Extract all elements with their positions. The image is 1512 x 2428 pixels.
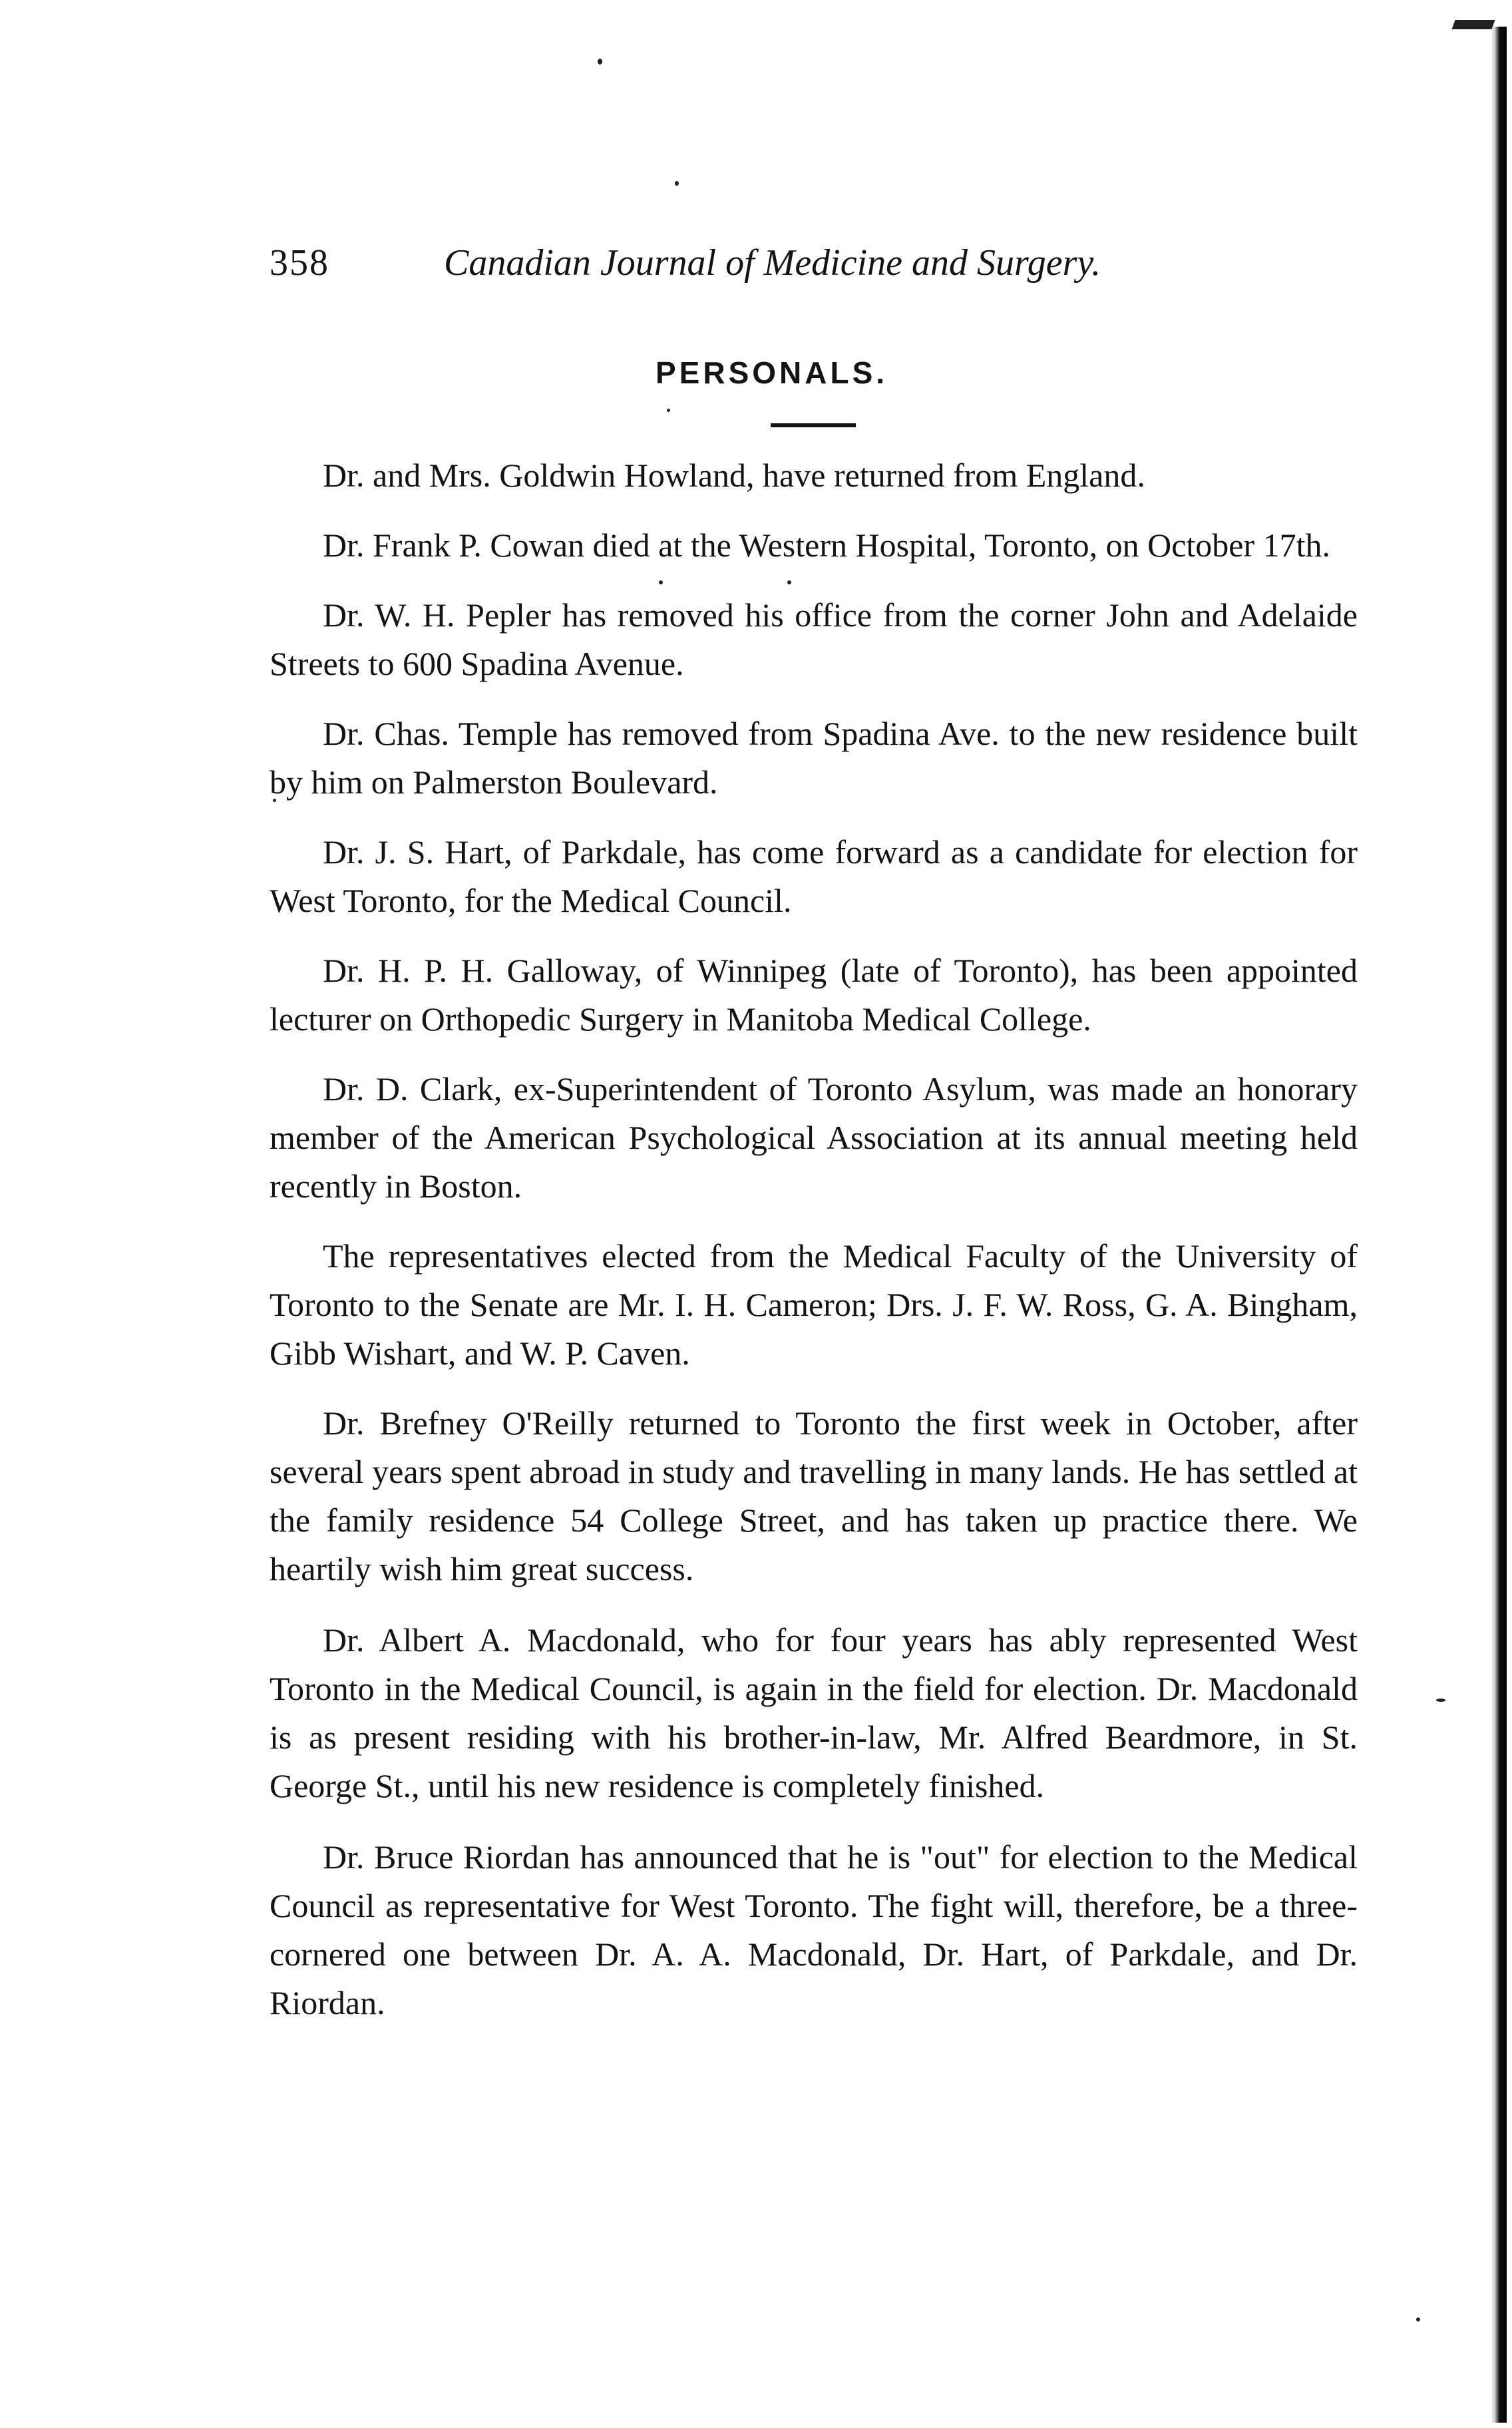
ink-speck (598, 59, 602, 65)
personal-item-riordan: Dr. Bruce Riordan has announced that he is "out" for election to the Medical Council as representative for West Toronto. The fight will, therefore, be a three-cornered one between Dr. A. A. Macdonald, Dr. Hart, of Parkdale, and Dr. Riordan. (270, 1838, 1358, 2021)
journal-title: Canadian Journal of Medicine and Surgery. (444, 242, 1101, 284)
personal-item-senate-representatives: The representatives elected from the Medical Faculty of the University of Toronto to the Senate are Mr. I. H. Cameron; Drs. J. F. W. Ross, G. A. Bingham, Gibb Wishart, and W. P. Caven. (270, 1237, 1358, 1372)
running-head (270, 236, 1268, 290)
article-body (270, 451, 1358, 2049)
page-edge-shadow (1491, 27, 1507, 2423)
personal-item-cowan: Dr. Frank P. Cowan died at the Western Hospital, Toronto, on October 17th. (323, 526, 1331, 564)
title-rule (771, 423, 856, 427)
personal-item-pepler: Dr. W. H. Pepler has removed his office from the corner John and Adelaide Streets to 600 Spadina Avenue. (270, 596, 1358, 682)
ink-speck (675, 181, 679, 186)
personal-item-clark: Dr. D. Clark, ex-Superintendent of Toronto Asylum, was made an honorary member of the American Psychological Association at its annual meeting held recently in Boston. (270, 1070, 1358, 1205)
personal-item-galloway: Dr. H. P. H. Galloway, of Winnipeg (late of Toronto), has been appointed lecturer on Orthopedic Surgery in Manitoba Medical College. (270, 952, 1358, 1038)
personal-item-macdonald: Dr. Albert A. Macdonald, who for four years has ably represented West Toronto in the Medical Council, is again in the field for election. Dr. Macdonald is as present residing with his brother-in-law, Mr. Alfred Beardmore, in St. George St., until his new residence is completely finished. (270, 1621, 1358, 1804)
personal-item-oreilly: Dr. Brefney O'Reilly returned to Toronto the first week in October, after several years spent abroad in study and travelling in many lands. He has settled at the family residence 54 College Street, and has taken up practice there. We heartily wish him great success. (270, 1404, 1358, 1587)
ink-speck (667, 409, 670, 412)
ink-speck (1436, 1699, 1445, 1702)
personal-item-temple: Dr. Chas. Temple has removed from Spadina Ave. to the new residence built by him on Palmerston Boulevard. (270, 715, 1358, 801)
personal-item-hart: Dr. J. S. Hart, of Parkdale, has come forward as a candidate for election for West Toronto, for the Medical Council. (270, 833, 1358, 919)
page-number: 358 (270, 242, 329, 284)
ink-speck (1416, 2318, 1420, 2322)
page-edge-mark (1451, 20, 1495, 29)
section-title: PERSONALS. (656, 355, 888, 390)
personal-item-howland: Dr. and Mrs. Goldwin Howland, have returned from England. (323, 457, 1145, 494)
